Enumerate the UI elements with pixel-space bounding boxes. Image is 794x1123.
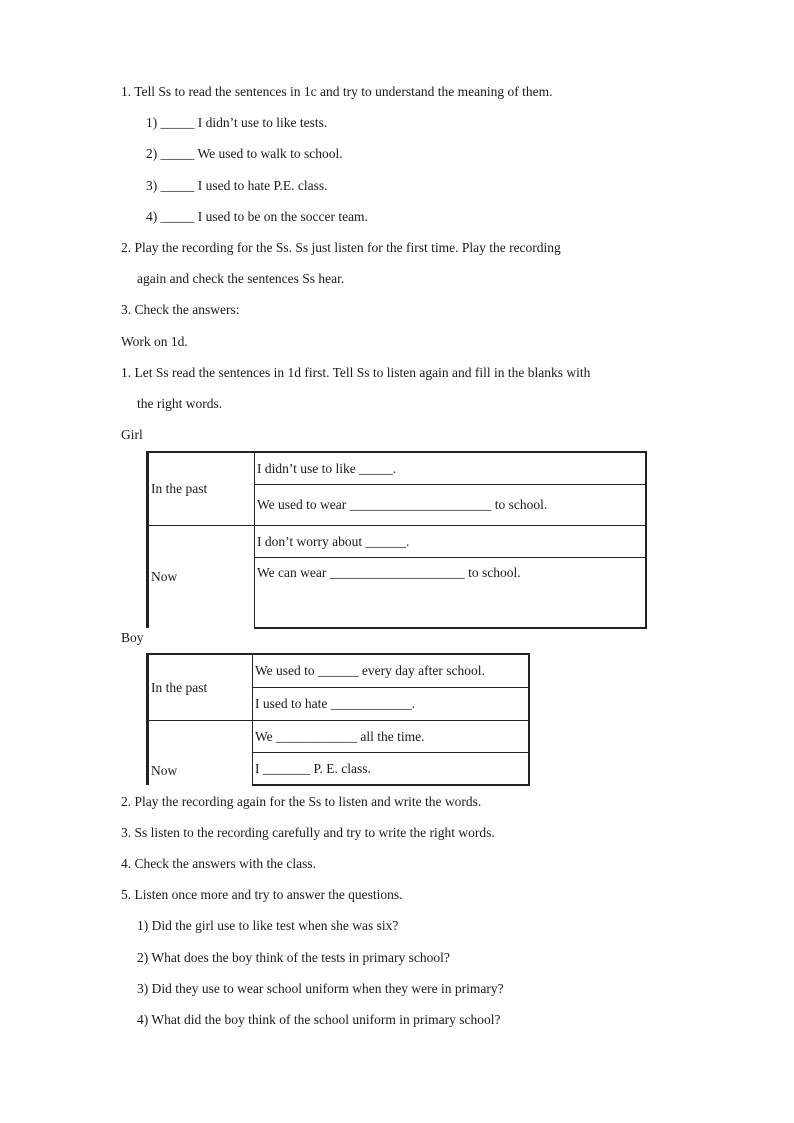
girl-past-label: In the past — [148, 452, 255, 526]
boy-past-label: In the past — [148, 654, 253, 721]
sentence-item-1: 1) _____ I didn’t use to like tests. — [146, 115, 328, 130]
boy-past-row-1: We used to ______ every day after school. — [253, 654, 530, 688]
girl-past-row-1: I didn’t use to like _____. — [255, 452, 647, 485]
step-2-instruction-line-2: again and check the sentences Ss hear. — [137, 271, 345, 286]
boy-now-row-1: We ____________ all the time. — [253, 721, 530, 753]
girl-past-row-2: We used to wear _____________________ to school. — [255, 485, 647, 526]
after-step-3: 3. Ss listen to the recording carefully and try to write the right words. — [121, 825, 495, 840]
girl-table-label: Girl — [121, 427, 143, 442]
girl-now-row-1: I don’t worry about ______. — [255, 526, 647, 558]
step-1d-instruction-line-1: 1. Let Ss read the sentences in 1d first. Tell Ss to listen again and fill in the blanks with — [121, 365, 591, 380]
step-2-instruction-line-1: 2. Play the recording for the Ss. Ss just listen for the first time. Play the recording — [121, 240, 561, 255]
step-1d-instruction-line-2: the right words. — [137, 396, 223, 411]
sentence-item-2: 2) _____ We used to walk to school. — [146, 146, 343, 161]
sentence-item-3: 3) _____ I used to hate P.E. class. — [146, 178, 328, 193]
question-2: 2) What does the boy think of the tests in primary school? — [137, 950, 450, 965]
step-1-instruction: 1. Tell Ss to read the sentences in 1c and try to understand the meaning of them. — [121, 84, 553, 99]
boy-table — [146, 653, 530, 786]
girl-table — [146, 451, 647, 629]
girl-now-row-2: We can wear ____________________ to school. — [255, 558, 647, 629]
boy-now-label: Now — [148, 721, 253, 786]
after-step-2: 2. Play the recording again for the Ss to listen and write the words. — [121, 794, 482, 809]
boy-table-label: Boy — [121, 630, 144, 645]
boy-now-row-2: I _______ P. E. class. — [253, 753, 530, 786]
step-3-instruction: 3. Check the answers: — [121, 302, 240, 317]
boy-past-row-2: I used to hate ____________. — [253, 688, 530, 721]
question-4: 4) What did the boy think of the school uniform in primary school? — [137, 1012, 501, 1027]
section-heading-1d: Work on 1d. — [121, 334, 188, 349]
after-step-4: 4. Check the answers with the class. — [121, 856, 316, 871]
question-3: 3) Did they use to wear school uniform when they were in primary? — [137, 981, 504, 996]
question-1: 1) Did the girl use to like test when she was six? — [137, 918, 399, 933]
girl-now-label: Now — [148, 526, 255, 629]
after-step-5: 5. Listen once more and try to answer the questions. — [121, 887, 403, 902]
sentence-item-4: 4) _____ I used to be on the soccer team. — [146, 209, 368, 224]
